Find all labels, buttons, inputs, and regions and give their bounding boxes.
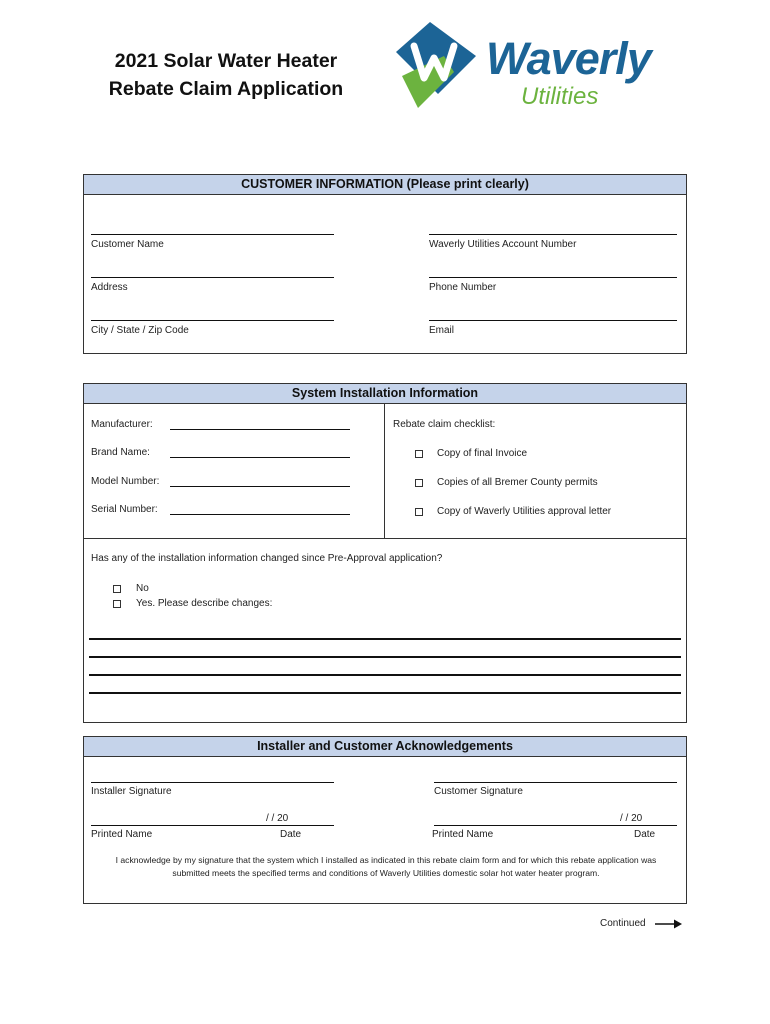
system-installation-section (83, 383, 687, 723)
statement-line-2: submitted meets the specified terms and conditions of Waverly Utilities domestic solar hot water heater program. (172, 868, 600, 878)
manufacturer-line[interactable] (170, 429, 350, 430)
no-changes-checkbox[interactable] (113, 585, 121, 593)
yes-changes-label: Yes. Please describe changes: (136, 598, 273, 609)
right-arrow-icon (654, 918, 684, 930)
address-label: Address (91, 282, 128, 293)
manufacturer-label: Manufacturer: (91, 419, 153, 430)
customer-name-line[interactable] (91, 234, 334, 235)
approval-letter-checkbox[interactable] (415, 508, 423, 516)
customer-date-template: / / 20 (620, 813, 643, 824)
email-label: Email (429, 325, 455, 336)
no-changes-label: No (136, 583, 149, 594)
account-number-label: Waverly Utilities Account Number (429, 239, 577, 250)
final-invoice-label: Copy of final Invoice (437, 448, 528, 459)
changes-question: Has any of the installation information changed since Pre-Approval application? (91, 553, 443, 564)
logo-wordmark: Waverly (486, 33, 651, 84)
logo-subtitle: Utilities (521, 83, 599, 110)
approval-letter-label: Copy of Waverly Utilities approval letter (437, 506, 612, 517)
address-line[interactable] (91, 277, 334, 278)
county-permits-label: Copies of all Bremer County permits (437, 477, 598, 488)
continued-label: Continued (600, 918, 646, 929)
phone-number-line[interactable] (429, 277, 677, 278)
changes-description-line-4[interactable] (89, 692, 681, 694)
changes-description-line-3[interactable] (89, 674, 681, 676)
model-number-line[interactable] (170, 486, 350, 487)
title-line-2: Rebate Claim Application (108, 78, 344, 100)
customer-date-label: Date (634, 829, 656, 840)
customer-signature-label: Customer Signature (434, 786, 523, 797)
customer-information-section (83, 174, 687, 354)
installer-printed-name-line[interactable] (91, 825, 334, 826)
city-state-zip-label: City / State / Zip Code (91, 325, 189, 336)
account-number-line[interactable] (429, 234, 677, 235)
waverly-utilities-logo (384, 16, 650, 116)
logo-mark-icon (384, 16, 484, 116)
customer-signature-line[interactable] (434, 782, 677, 783)
model-number-label: Model Number: (91, 476, 160, 487)
customer-information-heading: CUSTOMER INFORMATION (Please print clearly) (84, 175, 686, 195)
final-invoice-checkbox[interactable] (415, 450, 423, 458)
brand-name-label: Brand Name: (91, 447, 150, 458)
column-divider (384, 404, 385, 539)
brand-name-line[interactable] (170, 457, 350, 458)
changes-description-line-2[interactable] (89, 656, 681, 658)
county-permits-checkbox[interactable] (415, 479, 423, 487)
serial-number-label: Serial Number: (91, 504, 158, 515)
customer-printed-name-label: Printed Name (432, 829, 494, 840)
system-installation-heading: System Installation Information (84, 384, 686, 404)
installer-signature-label: Installer Signature (91, 786, 172, 797)
acknowledgements-section (83, 736, 687, 904)
page-title (96, 47, 356, 103)
changes-description-line-1[interactable] (89, 638, 681, 640)
phone-number-label: Phone Number (429, 282, 497, 293)
email-line[interactable] (429, 320, 677, 321)
installer-date-template: / / 20 (266, 813, 289, 824)
yes-changes-checkbox[interactable] (113, 600, 121, 608)
installer-printed-name-label: Printed Name (91, 829, 153, 840)
acknowledgements-heading: Installer and Customer Acknowledgements (84, 737, 686, 757)
statement-line-1: I acknowledge by my signature that the system which I installed as indicated in this rebate claim form and for which this rebate application was (115, 855, 657, 865)
acknowledgement-statement (88, 854, 684, 880)
customer-printed-name-line[interactable] (434, 825, 677, 826)
installer-date-label: Date (280, 829, 302, 840)
row-divider (84, 538, 686, 539)
installer-signature-line[interactable] (91, 782, 334, 783)
customer-name-label: Customer Name (91, 239, 164, 250)
serial-number-line[interactable] (170, 514, 350, 515)
city-state-zip-line[interactable] (91, 320, 334, 321)
title-line-1: 2021 Solar Water Heater (114, 50, 338, 72)
checklist-label: Rebate claim checklist: (393, 419, 496, 430)
